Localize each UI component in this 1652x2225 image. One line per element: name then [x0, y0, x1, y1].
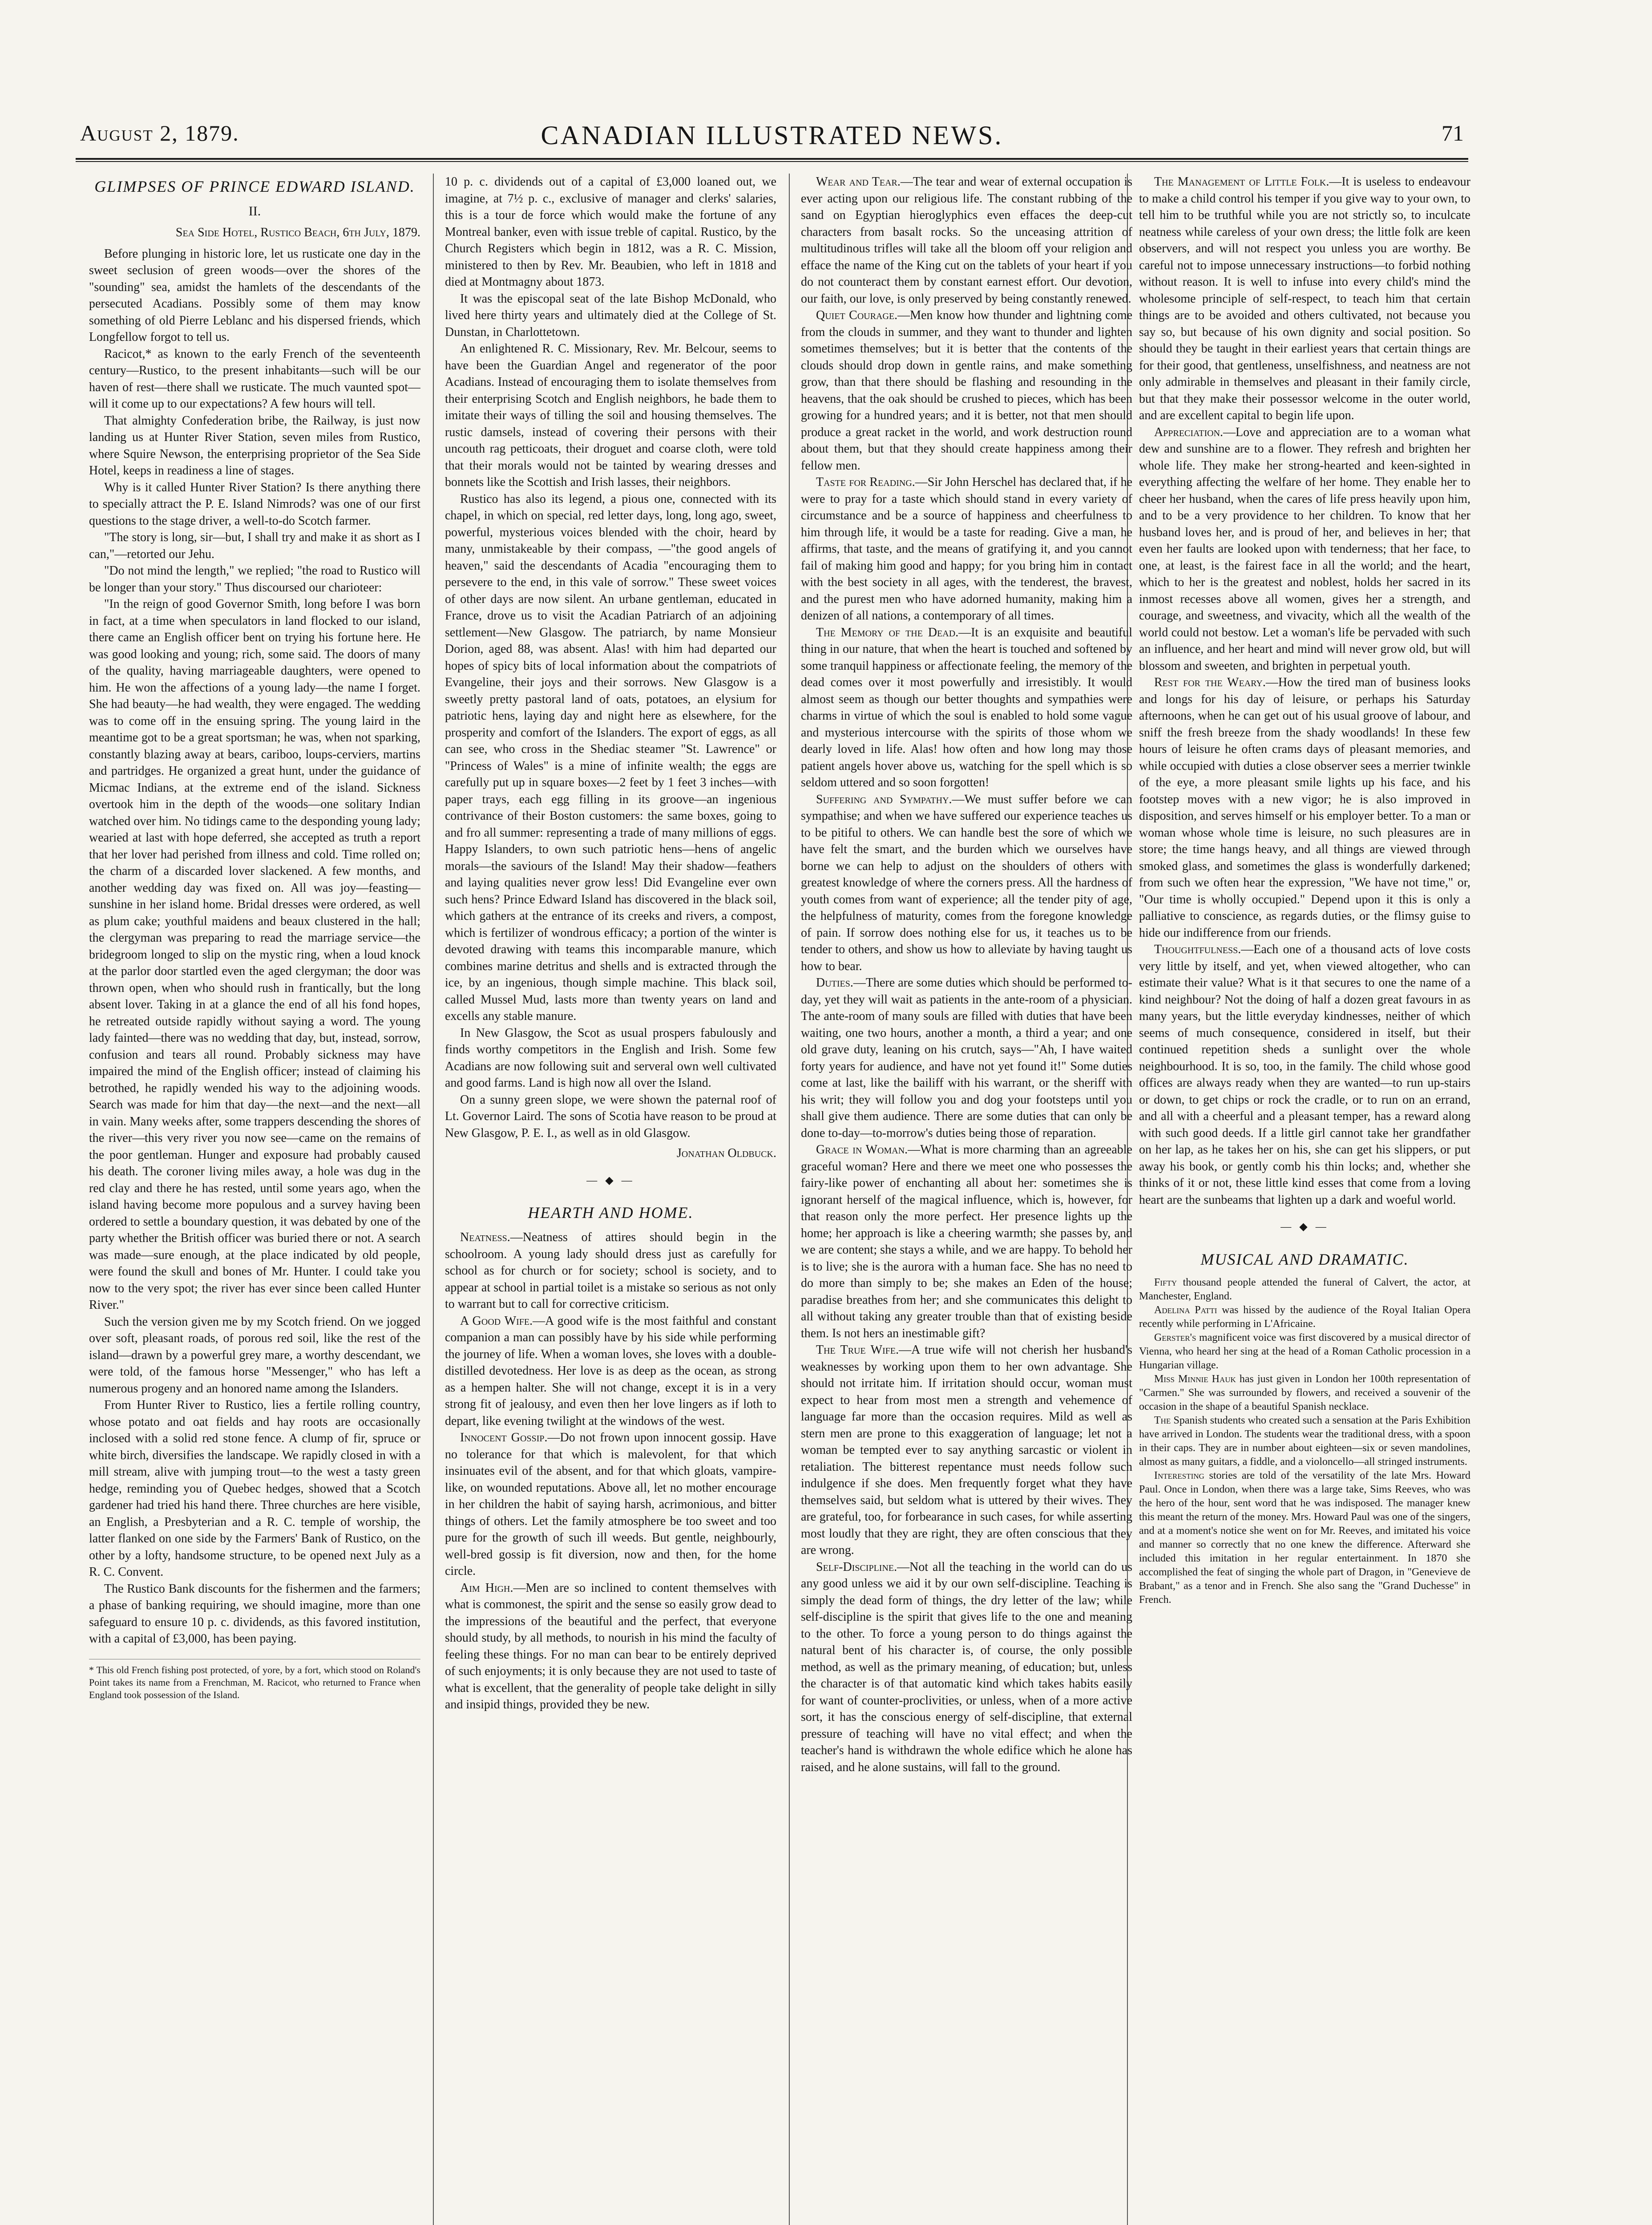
column-3	[801, 174, 1132, 2225]
item-lead: Duties.	[816, 976, 853, 990]
article-paragraph: An enlightened R. C. Missionary, Rev. Mr. Belcour, seems to have been the Guardian Angel and regenerator of the poor Acadians. Instead of encouraging them to isolate themselves from their enterprising Scotch and English neighbors, he bade them to imitate their ways of tilling the soil and housing themselves. The rustic damsels, instead of covering their persons with their uncouth rag petticoats, their droguet and coarse cloth, were told that their morals would not be tainted by wearing dresses and bonnets like the Scottish and Irish lasses, their neighbors.	[445, 342, 776, 489]
item-text: Spanish students who created such a sensation at the Paris Exhibition have arrived in London. The students wear the traditional dress, with a spoon in their caps. They are in number about eighteen—six or seven mandolines, almost as many guitars, a fiddle, and a violoncello—all stringed instruments.	[1139, 1414, 1470, 1468]
music-item	[1139, 1331, 1470, 1372]
header-rule-top	[76, 158, 1468, 160]
header-rule-bottom	[76, 161, 1468, 162]
item-lead: Aim High.	[460, 1581, 513, 1595]
article-paragraph: On a sunny green slope, we were shown the paternal roof of Lt. Governor Laird. The sons of Scotia have reason to be proud at New Glasgow, P. E. I., as well as in old Glasgow.	[445, 1092, 776, 1140]
music-item	[1139, 1372, 1470, 1414]
item-lead: Wear and Tear.	[816, 175, 901, 189]
music-item	[1139, 1276, 1470, 1303]
item-lead: The Memory of the Dead.	[816, 625, 959, 639]
article-paragraph: Racicot,* as known to the early French of the seventeenth century—Rustico, to the present inhabitants—such will be our haven of rest—there shall we rusticate. The much vaunted spot—will it come up to our expectations? A few hours will tell.	[89, 347, 420, 411]
music-item	[1139, 1469, 1470, 1607]
item-lead: Gerster's	[1154, 1331, 1196, 1343]
item-text: —There are some duties which should be performed to-day, yet they will wait as patients in the ante-room of a physician. The ante-room of many souls are filled with duties that have been waiting, one two hours, another a month, a third a year; and one old grave duty, leaning on his crutch, says—"Ah, I have waited forty years for audience, and have not yet found it!" Some duties come at last, like the bailiff with his warrant, or the sheriff with his writ; they will follow you and dog your footsteps until you shall give them audience. There are some duties that can only be done to-day—to-morrow's duties being those of reparation.	[801, 976, 1132, 1140]
hearth-item	[801, 1342, 1132, 1559]
item-lead: Suffering and Sympathy.	[816, 792, 952, 806]
item-lead: Appreciation.	[1154, 425, 1224, 439]
item-lead: Neatness.	[460, 1230, 510, 1244]
article-paragraph: "Do not mind the length," we replied; "the road to Rustico will be longer than your story." Thus discoursed our charioteer:	[89, 564, 420, 595]
item-text: has just given in London her 100th representation of "Carmen." She was surrounded by flowers, and received a souvenir of the occasion in the shape of a beautiful Spanish necklace.	[1139, 1373, 1470, 1412]
article-paragraph: Rustico has also its legend, a pious one, connected with its chapel, in which on special, red letter days, long, long ago, sweet, powerful, mysterious voices blended with the choir, heard by many, unmistakeable by their compass, —"the good angels of heaven," said the descendants of Acadia "encouraging them to persevere to the end, in this vale of sorrow." These sweet voices of other days are now silent. An urbane gentleman, educated in France, drove us to visit the Acadian Patriarch of an adjoining settlement—New Glasgow. The patriarch, by name Monsieur Dorion, aged 88, was absent. Alas! with him had departed our hopes of spicy bits of local information about the compatriots of Evangeline, their joys and their sorrows. New Glasgow is a sweetly pretty pastoral land of oats, potatoes, an elysium for patriotic hens, laying day and night here as elsewhere, for the prosperity and comfort of the Islanders. The export of eggs, as all can see, who cross in the Shediac steamer "St. Lawrence" or "Princess of Wales" is a mine of infinite wealth; the eggs are carefully put up in square boxes—2 feet by 1 feet 3 inches—with paper trays, each egg filling in its groove—an ingenious contrivance of their Boston customers: the same boxes, going to and fro all summer: representing a trade of many millions of eggs. Happy Islanders, to own such patriotic hens—hens of angelic morals—the saviours of the Island! May their shadow—feathers and laying qualities never grow less! Did Evangeline ever own such hens? Prince Edward Island has discovered in the black soil, which gathers at the entrance of its creeks and rivers, a compost, which is fertilizer of wondrous efficacy; a portion of the winter is devoted drawing with teams this incomparable manure, which combines marine detritus and shells and is extracted through the ice, by an ingenious, though simple machine. This black soil, called Mussel Mud, lasts more than twenty years on land and excells any stable manure.	[445, 492, 776, 1023]
item-text: —We must suffer before we can sympathise; and when we have suffered our experience teaches us to be pitiful to others. We can handle best the sore of which we have felt the smart, and the burden which we ourselves have borne we can help to adjust on the shoulders of others with greatest knowledge of where the corners press. All the hardness of youth comes from want of experience; all the tender pity of age, the helpfulness of maturity, comes from the foregone knowledge of pain. If sorrow does nothing else for us, it teaches us to be tender to others, and show us how to alleviate by having taught us how to bear.	[801, 792, 1132, 973]
hearth-item	[445, 1580, 776, 1713]
item-lead: The True Wife.	[816, 1343, 899, 1357]
article-paragraph: 10 p. c. dividends out of a capital of £3,000 loaned out, we imagine, at 7½ p. c., exclusive of manager and clerks' salaries, this is a tour de force which would make the fortune of any Montreal banker, even with issue treble of capital. Rustico, by the Church Registers which begin in 1812, was a R. C. Mission, ministered to then by Rev. Mr. Beaubien, who left in 1818 and died at Montmagny about 1873.	[445, 175, 776, 289]
column-4	[1139, 174, 1470, 2225]
hearth-item	[445, 1229, 776, 1313]
column-2	[445, 174, 776, 2225]
item-lead: Miss Minnie Hauk	[1154, 1373, 1236, 1385]
section-ornament: — ◆ —	[586, 1174, 635, 1186]
item-lead: Taste for Reading.	[816, 475, 915, 489]
article-paragraph: "The story is long, sir—but, I shall try and make it as short as I can,"—retorted our Jehu.	[89, 530, 420, 561]
item-text: was hissed by the audience of the Royal Italian Opera recently while performing in L'Africaine.	[1139, 1304, 1470, 1330]
item-text: —Neatness of attires should begin in the schoolroom. A young lady should dress just as carefully for school as for church or for society; school is society, and to appear at school in partial toilet is a mistake so serious as not only to warrant but to call for corrective criticism.	[445, 1230, 776, 1311]
item-text: —Do not frown upon innocent gossip. Have no tolerance for that which is malevolent, for that which insinuates evil of the absent, and for that which gloats, vampire-like, on wounded reputations. Above all, let no mother encourage in her children the habit of saying harsh, acrimonious, and bitter things of others. Let the family atmosphere be too sweet and too pure for the growth of such ill weeds. But gentle, neighbourly, well-bred gossip is fit diversion, now and then, for the home circle.	[445, 1431, 776, 1578]
hearth-item	[801, 791, 1132, 975]
hearth-home-title: HEARTH AND HOME.	[528, 1204, 694, 1222]
article-paragraph: From Hunter River to Rustico, lies a fertile rolling country, whose potato and oat fields and hay roots are occasionally inclosed with a solid red stone fence. A clump of fir, spruce or white birch, diversifies the landscape. We rapidly closed in with a mill stream, alive with jumping trout—to the west a tasty green hedge, reminding you of Quebec hedges, showed that a Scotch gardener had tried his hand there. Three churches are here visible, an English, a Presbyterian and a R. C. temple of worship, the latter flanked on one side by the Farmers' Bank of Rustico, on the other by a lofty, handsome structure, to be opened next July as a R. C. Convent.	[89, 1398, 420, 1579]
pei-article-dateline: Sea Side Hotel, Rustico Beach, 6th July, 1879.	[175, 225, 420, 239]
item-lead: Adelina Patti	[1154, 1304, 1217, 1316]
item-text: —Not all the teaching in the world can do us any good unless we aid it by our own self-discipline. Teaching is simply the dead form of things, the dry letter of the law; while self-discipline is the spirit that gives life to the one and meaning to the other. To force a young person to do things against the natural bent of his character is, of course, the only possible method, as well as the primary meaning, of education; but, unless the character is of that automatic kind which takes habits easily for want of counter-proclivities, or unless, when of a more active sort, it has the conscious energy of self-discipline, that external pressure of teaching will have no vital effect; and when the teacher's hand is withdrawn the whole edifice which he alone has raised, and he alone sustains, will fall to the ground.	[801, 1560, 1132, 1774]
item-lead: Interesting	[1154, 1469, 1204, 1481]
musical-dramatic-title: MUSICAL AND DRAMATIC.	[1200, 1250, 1409, 1268]
item-text: —The tear and wear of external occupation is ever acting upon our religious life. The constant rubbing of the sand on Egyptian hieroglyphics even effaces the deep-cut characters from basalt rocks. So the unceasing attrition of multitudinous trifles will take all the bloom off your religion and efface the name of the King cut on the tablets of your heart if you do not counteract them by constant earnest effort. Our devotion, our faith, our love, is only preserved by being constantly renewed.	[801, 175, 1132, 306]
item-text: —Men know how thunder and lightning come from the clouds in summer, and they want to thunder and lighten sometimes themselves; but it is better that the contents of the clouds should drop down in gentle rains, and make something grow, than that there should be flashing and resounding in the heavens, that the oak should be crushed to pieces, which has been growing for a hundred years; and it is better, not that men should produce a great racket in the world, and work destruction round about them, but that they should create happiness among their fellow men.	[801, 308, 1132, 473]
hearth-item	[445, 1313, 776, 1430]
item-lead: Thoughtfulness.	[1154, 943, 1241, 956]
page-number: 71	[1442, 121, 1464, 146]
page-header	[80, 120, 1464, 156]
item-text: —Men are so inclined to content themselves with what is commonest, the spirit and the sense so easily grow dead to the impressions of the beautiful and the perfect, that everyone should study, by all methods, to nourish in his mind the faculty of feeling these things. For no man can bear to be entirely deprived of such enjoyments; it is only because they are not used to taste of what is excellent, that the generality of people take delight in silly and insipid things, provided they be new.	[445, 1581, 776, 1711]
item-text: —Sir John Herschel has declared that, if he were to pray for a taste which should stand in every variety of circumstance and be a source of happiness and cheerfulness to him through life, it would be a taste for reading. Give a man, he affirms, that taste, and the means of gratifying it, and you cannot fail of making him good and happy; for you bring him in contact with the best society in all ages, with the tenderest, the bravest, and the purest men who have adorned humanity, making him a denizen of all nations, a contemporary of all times.	[801, 475, 1132, 623]
pei-article-part: II.	[248, 204, 261, 218]
section-ornament: — ◆ —	[1280, 1221, 1329, 1233]
item-text: —Each one of a thousand acts of love costs very little by itself, and yet, when viewed altogether, who can estimate their value? What is it that secures to one the name of a kind neighbour? Not the doing of half a dozen great favours in as many years, but the little everyday kindnesses, neither of which seems of much consequence, considered in itself, but their continued repetition sheds a sunlight over the whole neighbourhood. It is so, too, in the family. The child whose good offices are always ready when they are wanted—to run up-stairs or down, to get chips or rock the cradle, or to run on an errand, and all with a cheerful and a pleasant temper, has a reward along with such good deeds. If a little girl cannot take her grandfather on her lap, as he takes her on his, she can get his slippers, or put away his book, or gently comb his thin locks; and, whether she thinks of it or not, these little kind esses that come from a loving heart are the sunbeams that lighten up a dark and woeful world.	[1139, 943, 1470, 1207]
item-lead: Rest for the Weary.	[1154, 676, 1266, 689]
article-paragraph: Before plunging in historic lore, let us rusticate one day in the sweet seclusion of green woods—over the shores of the "sounding" sea, amidst the hamlets of the descendants of the persecuted Acadians. Possibly some of them may know something of old Pierre Leblanc and his dispersed friends, which Longfellow forgot to tell us.	[89, 247, 420, 344]
hearth-item	[801, 975, 1132, 1141]
article-paragraph: Why is it called Hunter River Station? Is there anything there to specially attract the P. E. Island Nimrods? was one of our first questions to the stage driver, a well-to-do Scotch farmer.	[89, 480, 420, 528]
item-lead: The Management of Little Folk.	[1154, 175, 1329, 189]
hearth-item	[1139, 424, 1470, 675]
issue-date: August 2, 1879.	[80, 121, 239, 146]
item-text: magnificent voice was first discovered by a musical director of Vienna, who heard her sing at the head of a Roman Catholic procession in a Hungarian village.	[1139, 1331, 1470, 1371]
item-lead: Quiet Courage.	[816, 308, 898, 322]
column-divider	[789, 174, 790, 2225]
item-text: —It is useless to endeavour to make a child control his temper if you give way to your own, to tell him to be truthful while you are not strictly so, to inculcate neatness while careless of your own dress; the little folk are keen observers, and will not respect you unless you are worthy. Be careful not to impose unnecessary instructions—to forbid nothing without reason. It is well to infuse into every child's mind the wholesome principle of self-respect, to teach him that certain things are to be avoided and others cultivated, not because you say so, but because of his own dignity and social position. So should they be taught in their earliest years that certain things are for their good, that gentleness, unselfishness, and neatness are not only admirable in themselves and pleasant in their family circle, but that they make their possessor welcome in the outer world, and are excellent capital to begin life upon.	[1139, 175, 1470, 422]
article-paragraph: Such the version given me by my Scotch friend. On we jogged over soft, pleasant roads, of porous red soil, like the rest of the island—drawn by a powerful grey mare, a worthy descendant, we were told, of the famous horse "Messenger," who has left a numerous progeny and an honored name among the Islanders.	[89, 1315, 420, 1396]
item-text: —A good wife is the most faithful and constant companion a man can possibly have by his side while performing the journey of life. When a woman loves, she loves with a double-distilled devotedness. Her love is as deep as the ocean, as strong as a hempen halter. She will not change, except it is in a very strong fit of jealousy, and even then her love lingers as if loth to depart, like evening twilight at the windows of the west.	[445, 1314, 776, 1428]
hearth-item	[801, 1559, 1132, 1776]
item-text: —What is more charming than an agreeable graceful woman? Here and there we meet one who possesses the fairy-like power of enchanting all about her: sometimes she is ignorant herself of the magical influence, which is, however, for that reason only the more perfect. Her presence lights up the home; her approach is like a cheering warmth; she passes by, and we are content; she stays a while, and we are happy. To behold her is to live; she is the aurora with a human face. She has no need to do more than simply to be; she makes an Eden of the house; paradise breathes from her; and she communicates this delight to all without taking any greater trouble than that of existing beside them. Is not hers an inestimable gift?	[801, 1143, 1132, 1340]
article-paragraph: "In the reign of good Governor Smith, long before I was born in fact, at a time when speculators in land flocked to our island, there came an English officer bent on trying his fortune here. He was good looking and young; rich, some said. The doors of many of the quality, having marriageable daughters, were opened to him. He won the affections of a young lady—the name I forget. She had beauty—he had wealth, they were engaged. The wedding was to come off in the ensuing spring. The young laird in the meantime got to be a great sportsman; he was, when not sparking, constantly blazing away at bears, cariboo, loups-cerviers, martins and partridges. He organized a great hunt, under the guidance of Micmac Indians, at the extreme end of the island. Sickness overtook him in the depth of the woods—one solitary Indian watched over him. No tidings came to the desponding young lady; wearied at last with hope deferred, she accepted as truth a report that her lover had perished from illness and cold. Time rolled on; the charm of a discarded lover slackened. A few months, and another wedding day was fixed on. All was joy—feasting—sunshine in her island home. Bridal dresses were ordered, as well as plum cake; youthful maidens and beaux clustered in the hall; the clergyman was preparing to read the marriage service—the bridegroom longed to slip on the mystic ring, when a loud knock at the parlor door startled even the aged clergyman; the door was thrown open, when who should rush in frantically, but the long absent lover. Taking in at a glance the end of all his fond hopes, he retreated outside rapidly without saying a word. The young lady fainted—there was no wedding that day, but, instead, sorrow, confusion and tears all round. Probably sickness may have impaired the mind of the English officer; instead of claiming his betrothed, he rapidly wended his way to the adjoining woods. Search was made for him that day—the next—and the next—all in vain. Many weeks after, some trappers descending the shores of the river—this very river you now see—came on the remains of the poor gentleman. Hunger and exposure had probably caused his death. The coroner living miles away, a hole was dug in the red clay and there he has rested, until some years ago, when the island having become more populous and a survey having been ordered to settle a boundary question, it was debated by one of the party whether the British officer was buried there or not. A search was made—sure enough, at the place indicated by old people, were found the skull and bones of Mr. Hunter. I could take you now to the very spot; the river has ever since been called Hunter River."	[89, 597, 420, 1312]
item-text: —Love and appreciation are to a woman what dew and sunshine are to a flower. They refresh and brighten her whole life. They make her strong-hearted and keen-sighted in everything affecting the welfare of her home. They enable her to cheer her husband, when the cares of life press heavily upon him, and to be a very providence to her children. To know that her husband loves her, and is proud of her, and believes in her; that even her faults are looked upon with tenderness; that her face, to one, at least, is the fairest face in all the world; and the heart, which to her is the greatest and noblest, holds her sacred in its inmost recesses above all women, gives her a strength, and courage, and sweetness, and vivacity, which all the wealth of the world could not bestow. Let a woman's life be pervaded with such an influence, and her heart and mind will never grow old, but will blossom and sweeten, and brighten in perpetual youth.	[1139, 425, 1470, 673]
item-lead: The	[1154, 1414, 1171, 1426]
column-1	[89, 174, 420, 2225]
hearth-item	[801, 474, 1132, 624]
item-text: —It is an exquisite and beautiful thing in our nature, that when the heart is touched and softened by some tranquil happiness or affectionate feeling, the memory of the dead comes over it most powerfully and irresistibly. It would almost seem as though our better thoughts and sympathies were charms in virtue of which the soul is enabled to hold some vague and mysterious intercourse with the spirits of those whom we dearly loved in life. Alas! how often and how long may those patient angels hover above us, watching for the spell which is so seldom uttered and so soon forgotten!	[801, 625, 1132, 789]
hearth-item	[801, 624, 1132, 791]
article-paragraph: The Rustico Bank discounts for the fishermen and the farmers; a phase of banking requiring, we should imagine, more than one safeguard to ensure 10 p. c. dividends, as this favored institution, with a capital of £3,000, has been paying.	[89, 1582, 420, 1646]
pei-article-title: GLIMPSES OF PRINCE EDWARD ISLAND.	[94, 178, 415, 195]
music-item	[1139, 1303, 1470, 1331]
item-text: —A true wife will not cherish her husband's weaknesses by working upon them to her own advantage. She should not irritate him. If irritation should occur, woman must expect to hear from most men a strength and vehemence of language far more than the occasion requires. Mild as well as stern men are prone to this exaggeration of language; let not a woman be tempted ever to say anything sarcastic or violent in retaliation. The bitterest repentance must needs follow such indulgence if she does. Men frequently forget what they have themselves said, but seldom what is uttered by their wives. They are grateful, too, for forbearance in such cases, for while asserting most loudly that they are right, they are often conscious that they are wrong.	[801, 1343, 1132, 1557]
item-text: stories are told of the versatility of the late Mrs. Howard Paul. Once in London, when there was a large take, Sims Reeves, who was the hero of the hour, sent word that he was indisposed. The manager knew this meant the return of the money. Mrs. Howard Paul was one of the singers, and at a moment's notice she went on for Mr. Reeves, and imitated his voice and manner so correctly that no one knew the difference. Afterward she included this imitation in her regular entertainment. In 1870 she accomplished the feat of singing the whole part of Dragon, in "Genevieve de Brabant," as a tenor and in French. She also sang the "Grand Duchesse" in French.	[1139, 1469, 1470, 1606]
music-item	[1139, 1414, 1470, 1469]
footnote: * This old French fishing post protected, of yore, by a fort, which stood on Roland's Point takes its name from a Frenchman, M. Racicot, who returned to France when England took possession of the Island.	[89, 1659, 420, 1701]
article-paragraph: That almighty Confederation bribe, the Railway, is just now landing us at Hunter River Station, seven miles from Rustico, where Squire Newson, the enterprising proprietor of the Sea Side Hotel, keeps in readiness a line of stages.	[89, 413, 420, 477]
column-divider	[433, 174, 434, 2225]
hearth-item	[801, 174, 1132, 307]
item-text: —How the tired man of business looks and longs for his day of leisure, or perhaps his Saturday afternoons, when he can get out of his usual groove of labour, and sniff the fresh breeze from the shady woodlands! In these few hours of leisure he often crams days of pleasant memories, and while occupied with duties a close observer sees a merrier twinkle of the eye, a more pleasant smile lights up his face, and his footstep moves with a new vigor; he is also improved in disposition, and serves himself or his employer better. To a man or woman whose whole time is leisure, no such pleasures are in store; the time hangs heavy, and all things are viewed through smoked glass, and sometimes the glass is wonderfully darkened; from such we often hear the expression, "We have not time," or, "Our time is wholly occupied." Depend upon it this is only a palliative to conscience, as regards duties, or the flimsy guise to hide our indifference from our friends.	[1139, 676, 1470, 940]
article-signature: Jonathan Oldbuck.	[676, 1146, 776, 1160]
hearth-item	[801, 1141, 1132, 1342]
item-lead: Self-Discipline.	[816, 1560, 897, 1574]
hearth-item	[1139, 674, 1470, 941]
item-lead: Innocent Gossip.	[460, 1431, 548, 1444]
hearth-item	[1139, 941, 1470, 1208]
hearth-item	[1139, 174, 1470, 424]
hearth-item	[445, 1429, 776, 1580]
item-lead: Grace in Woman.	[816, 1143, 908, 1157]
hearth-item	[801, 307, 1132, 474]
article-paragraph: It was the episcopal seat of the late Bishop McDonald, who lived here thirty years and ultimately died at the College of St. Dunstan, in Charlottetown.	[445, 291, 776, 339]
item-text: thousand people attended the funeral of Calvert, the actor, at Manchester, England.	[1139, 1276, 1470, 1302]
masthead-title: CANADIAN ILLUSTRATED NEWS.	[541, 121, 1003, 150]
item-lead: A Good Wife.	[460, 1314, 533, 1328]
item-lead: Fifty	[1154, 1276, 1177, 1288]
article-paragraph: In New Glasgow, the Scot as usual prospers fabulously and finds worthy competitors in the English and Irish. Some few Acadians are now following suit and serveral own well cultivated and good farms. Land is high now all over the Island.	[445, 1026, 776, 1090]
